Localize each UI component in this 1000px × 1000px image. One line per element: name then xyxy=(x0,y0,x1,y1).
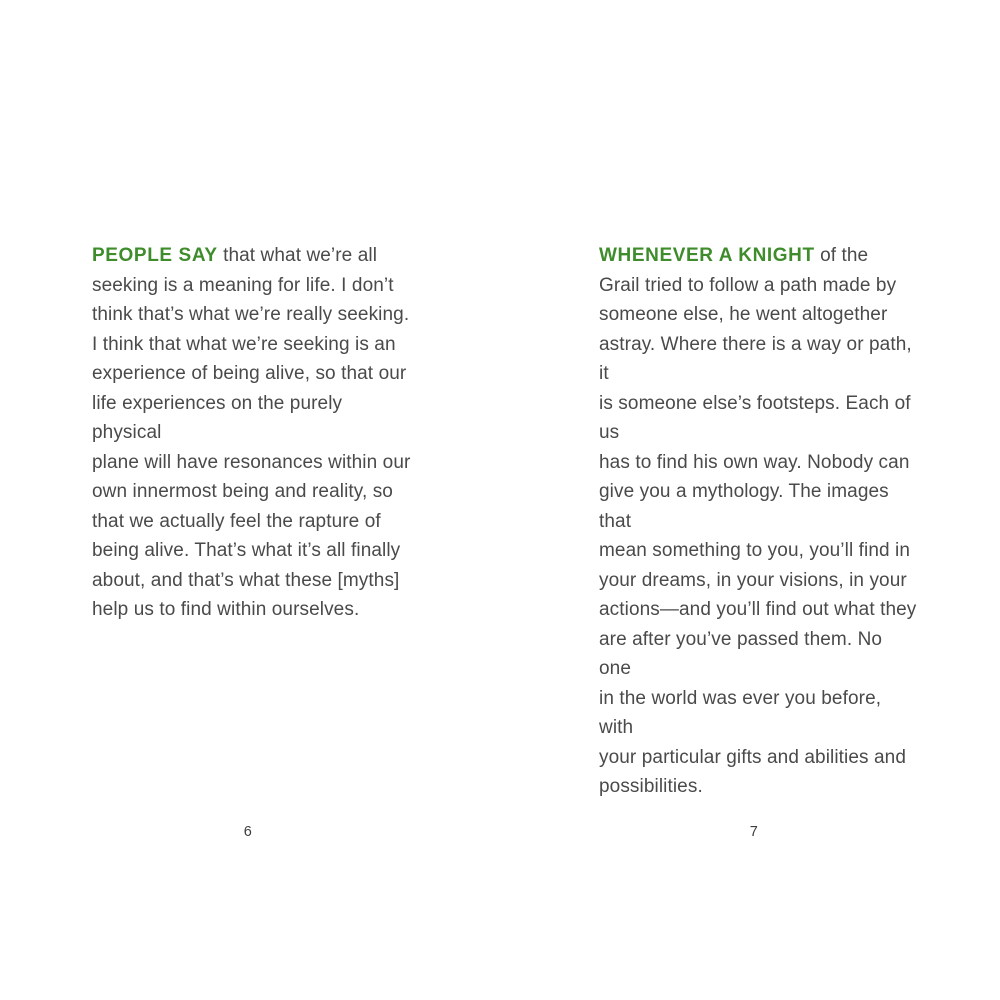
left-page xyxy=(92,241,412,625)
right-page-lead-in: WHENEVER A KNIGHT xyxy=(599,245,815,266)
left-page-paragraph xyxy=(92,241,412,625)
right-page-number: 7 xyxy=(749,824,759,840)
left-page-lead-in: PEOPLE SAY xyxy=(92,245,218,266)
right-page xyxy=(599,241,919,802)
right-page-body-text: of the Grail tried to follow a path made by someone else, he went altogether astray. Where there is a way or path, it is someone else’s footsteps. Each of us has to find his own way. Nobody can give you a mythology. The images that mean something to you, you’ll find in your dreams, in your visions, in your actions—and you’ll find out what they are after you’ve passed them. No one in the world was ever you before, with your particular gifts and abilities and possibilities. xyxy=(599,245,917,797)
right-page-paragraph xyxy=(599,241,919,802)
left-page-body-text: that what we’re all seeking is a meaning for life. I don’t think that’s what we’re really seeking. I think that what we’re seeking is an experience of being alive, so that our life experiences on the purely physical plane will have resonances within our own innermost being and reality, so that we actually feel the rapture of being alive. That’s what it’s all finally about, and that’s what these [myths] help us to find within ourselves. xyxy=(92,245,411,620)
left-page-number: 6 xyxy=(243,824,253,840)
